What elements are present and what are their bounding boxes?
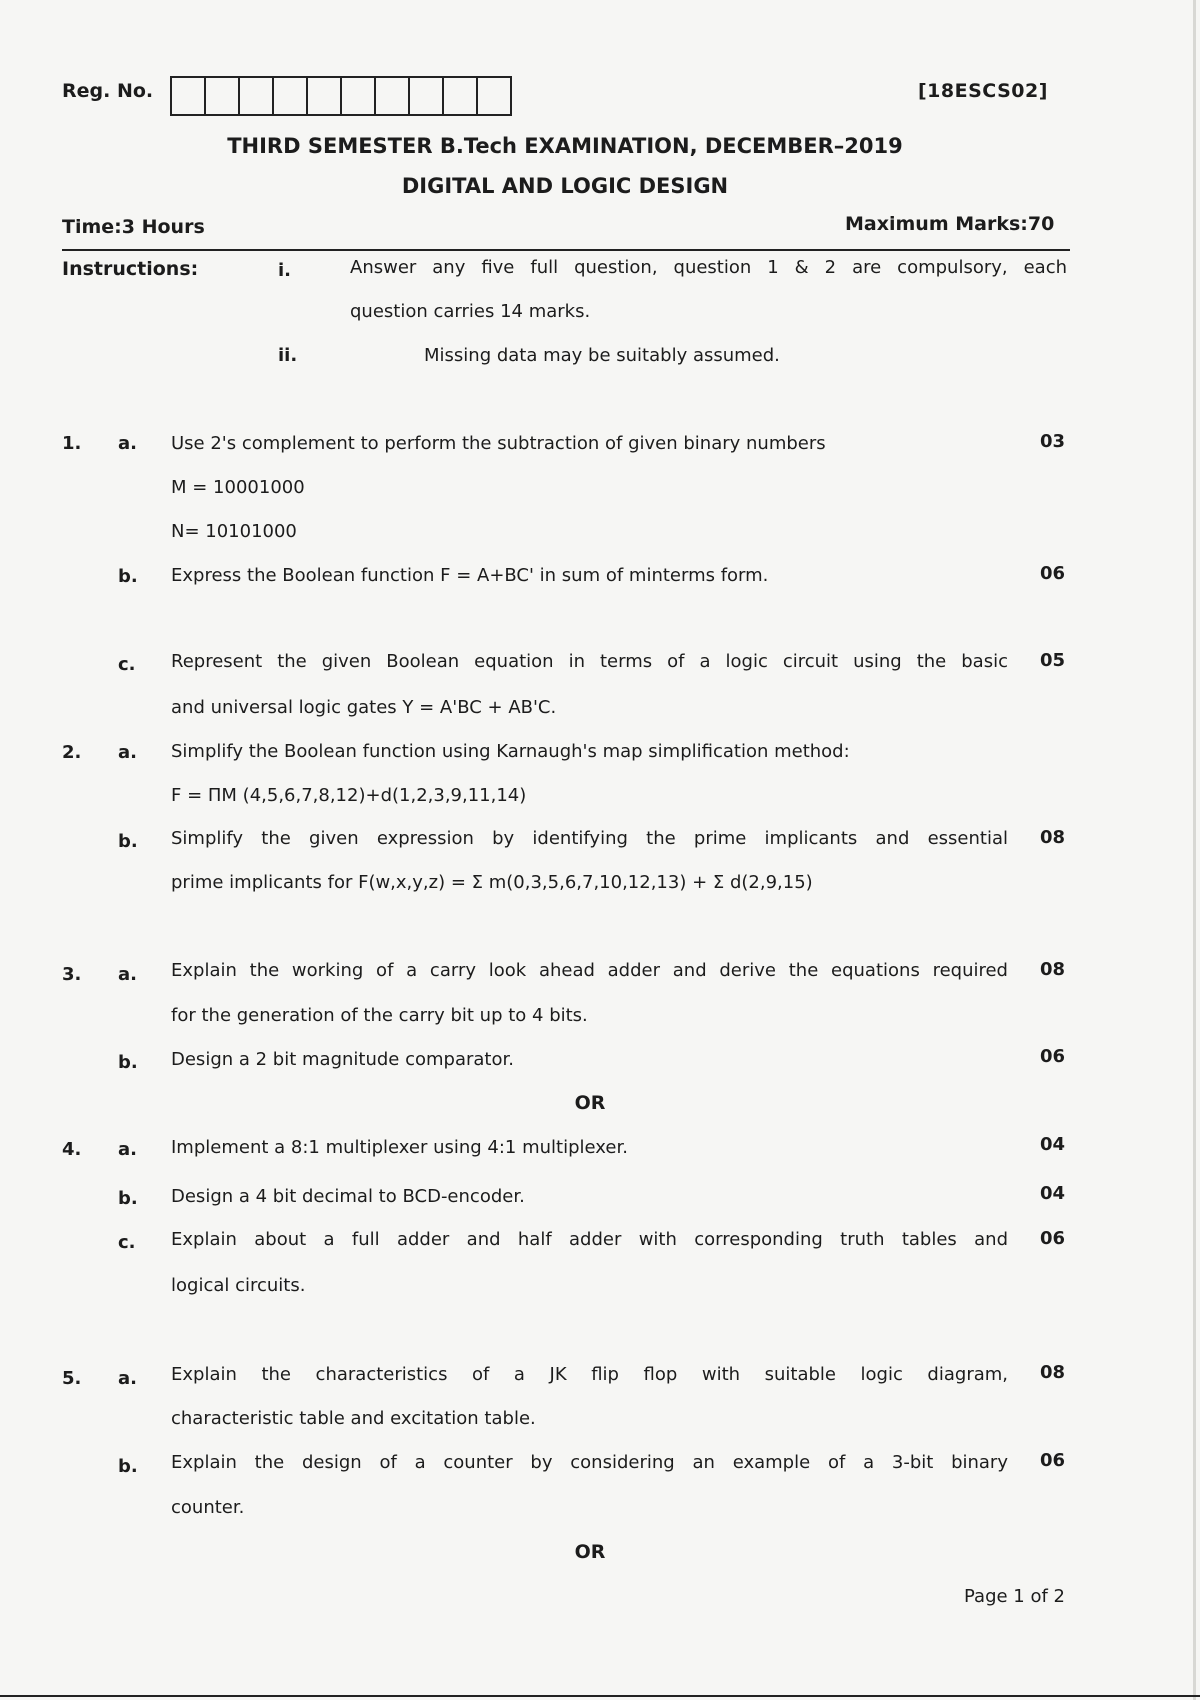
question-marks: 06 [1039,1228,1065,1249]
question-part-label: b. [118,1456,138,1477]
reg-no-label: Reg. No. [62,80,154,102]
reg-no-box[interactable] [342,78,376,114]
instruction-text: Missing data may be suitably assumed. [424,345,780,366]
subject-title: DIGITAL AND LOGIC DESIGN [401,174,729,198]
question-part-label: b. [118,831,138,852]
question-marks: 04 [1039,1183,1065,1204]
question-text: Explain the working of a carry look ahead adder and derive the equations required [171,960,1008,981]
question-part-label: b. [118,1188,138,1209]
instructions-label: Instructions: [62,258,199,280]
reg-no-box[interactable] [172,78,206,114]
reg-no-box[interactable] [376,78,410,114]
question-marks: 06 [1039,563,1065,584]
question-part-label: a. [118,433,137,454]
instruction-text: Answer any five full question, question 1 & 2 are compulsory, each [350,257,1067,278]
reg-no-box[interactable] [240,78,274,114]
question-marks: 05 [1039,650,1065,671]
question-text: Simplify the given expression by identifying the prime implicants and essential [171,828,1008,849]
question-text: Simplify the Boolean function using Karnaugh's map simplification method: [171,741,850,762]
header-divider [62,249,1070,251]
page-number: Page 1 of 2 [964,1586,1065,1607]
question-text-continued: counter. [171,1497,245,1518]
question-marks: 04 [1039,1134,1065,1155]
question-part-label: c. [118,1232,136,1253]
question-part-label: a. [118,1368,137,1389]
exam-duration: Time:3 Hours [62,216,205,238]
question-text-continued: and universal logic gates Y = A'BC + AB'C. [171,697,557,718]
question-text-continued: N= 10101000 [171,521,297,542]
instruction-text-continued: question carries 14 marks. [350,301,591,322]
reg-no-boxes[interactable] [170,76,512,116]
reg-no-box[interactable] [444,78,478,114]
question-text: Design a 4 bit decimal to BCD-encoder. [171,1186,525,1207]
question-text-continued: F = ΠM (4,5,6,7,8,12)+d(1,2,3,9,11,14) [171,785,527,806]
question-number: 1. [62,433,82,454]
question-text: Explain the design of a counter by considering an example of a 3-bit binary [171,1452,1008,1473]
or-separator: OR [574,1541,606,1563]
question-part-label: b. [118,566,138,587]
question-text: Express the Boolean function F = A+BC' in sum of minterms form. [171,565,769,586]
reg-no-box[interactable] [478,78,512,114]
question-number: 5. [62,1368,82,1389]
question-text-continued: M = 10001000 [171,477,305,498]
reg-no-box[interactable] [274,78,308,114]
reg-no-box[interactable] [206,78,240,114]
question-text: Explain the characteristics of a JK flip flop with suitable logic diagram, [171,1364,1008,1385]
paper-code: [18ESCS02] [918,80,1048,102]
page-edge-shadow [1193,0,1196,1700]
question-part-label: c. [118,654,136,675]
or-separator: OR [574,1092,606,1114]
question-marks: 08 [1039,827,1065,848]
question-marks: 03 [1039,431,1065,452]
question-marks: 06 [1039,1450,1065,1471]
question-text-continued: characteristic table and excitation table. [171,1408,536,1429]
instruction-number: i. [278,260,292,281]
question-text: Explain about a full adder and half adder with corresponding truth tables and [171,1229,1008,1250]
question-marks: 08 [1039,959,1065,980]
question-part-label: a. [118,1139,137,1160]
reg-no-box[interactable] [308,78,342,114]
question-part-label: a. [118,742,137,763]
question-number: 2. [62,742,82,763]
question-marks: 06 [1039,1046,1065,1067]
exam-title: THIRD SEMESTER B.Tech EXAMINATION, DECEMBER–2019 [227,134,903,158]
question-text: Use 2's complement to perform the subtraction of given binary numbers [171,433,826,454]
question-text-continued: prime implicants for F(w,x,y,z) = Σ m(0,3,5,6,7,10,12,13) + Σ d(2,9,15) [171,872,813,893]
question-marks: 08 [1039,1362,1065,1383]
question-text: Design a 2 bit magnitude comparator. [171,1049,514,1070]
question-text-continued: logical circuits. [171,1275,306,1296]
question-number: 4. [62,1139,82,1160]
question-text-continued: for the generation of the carry bit up to 4 bits. [171,1005,588,1026]
question-text: Implement a 8:1 multiplexer using 4:1 multiplexer. [171,1137,628,1158]
maximum-marks: Maximum Marks:70 [845,213,1055,235]
question-part-label: b. [118,1052,138,1073]
question-part-label: a. [118,964,137,985]
page-bottom-border [0,1695,1200,1697]
question-text: Represent the given Boolean equation in terms of a logic circuit using the basic [171,651,1008,672]
question-number: 3. [62,964,82,985]
reg-no-box[interactable] [410,78,444,114]
instruction-number: ii. [278,345,298,366]
